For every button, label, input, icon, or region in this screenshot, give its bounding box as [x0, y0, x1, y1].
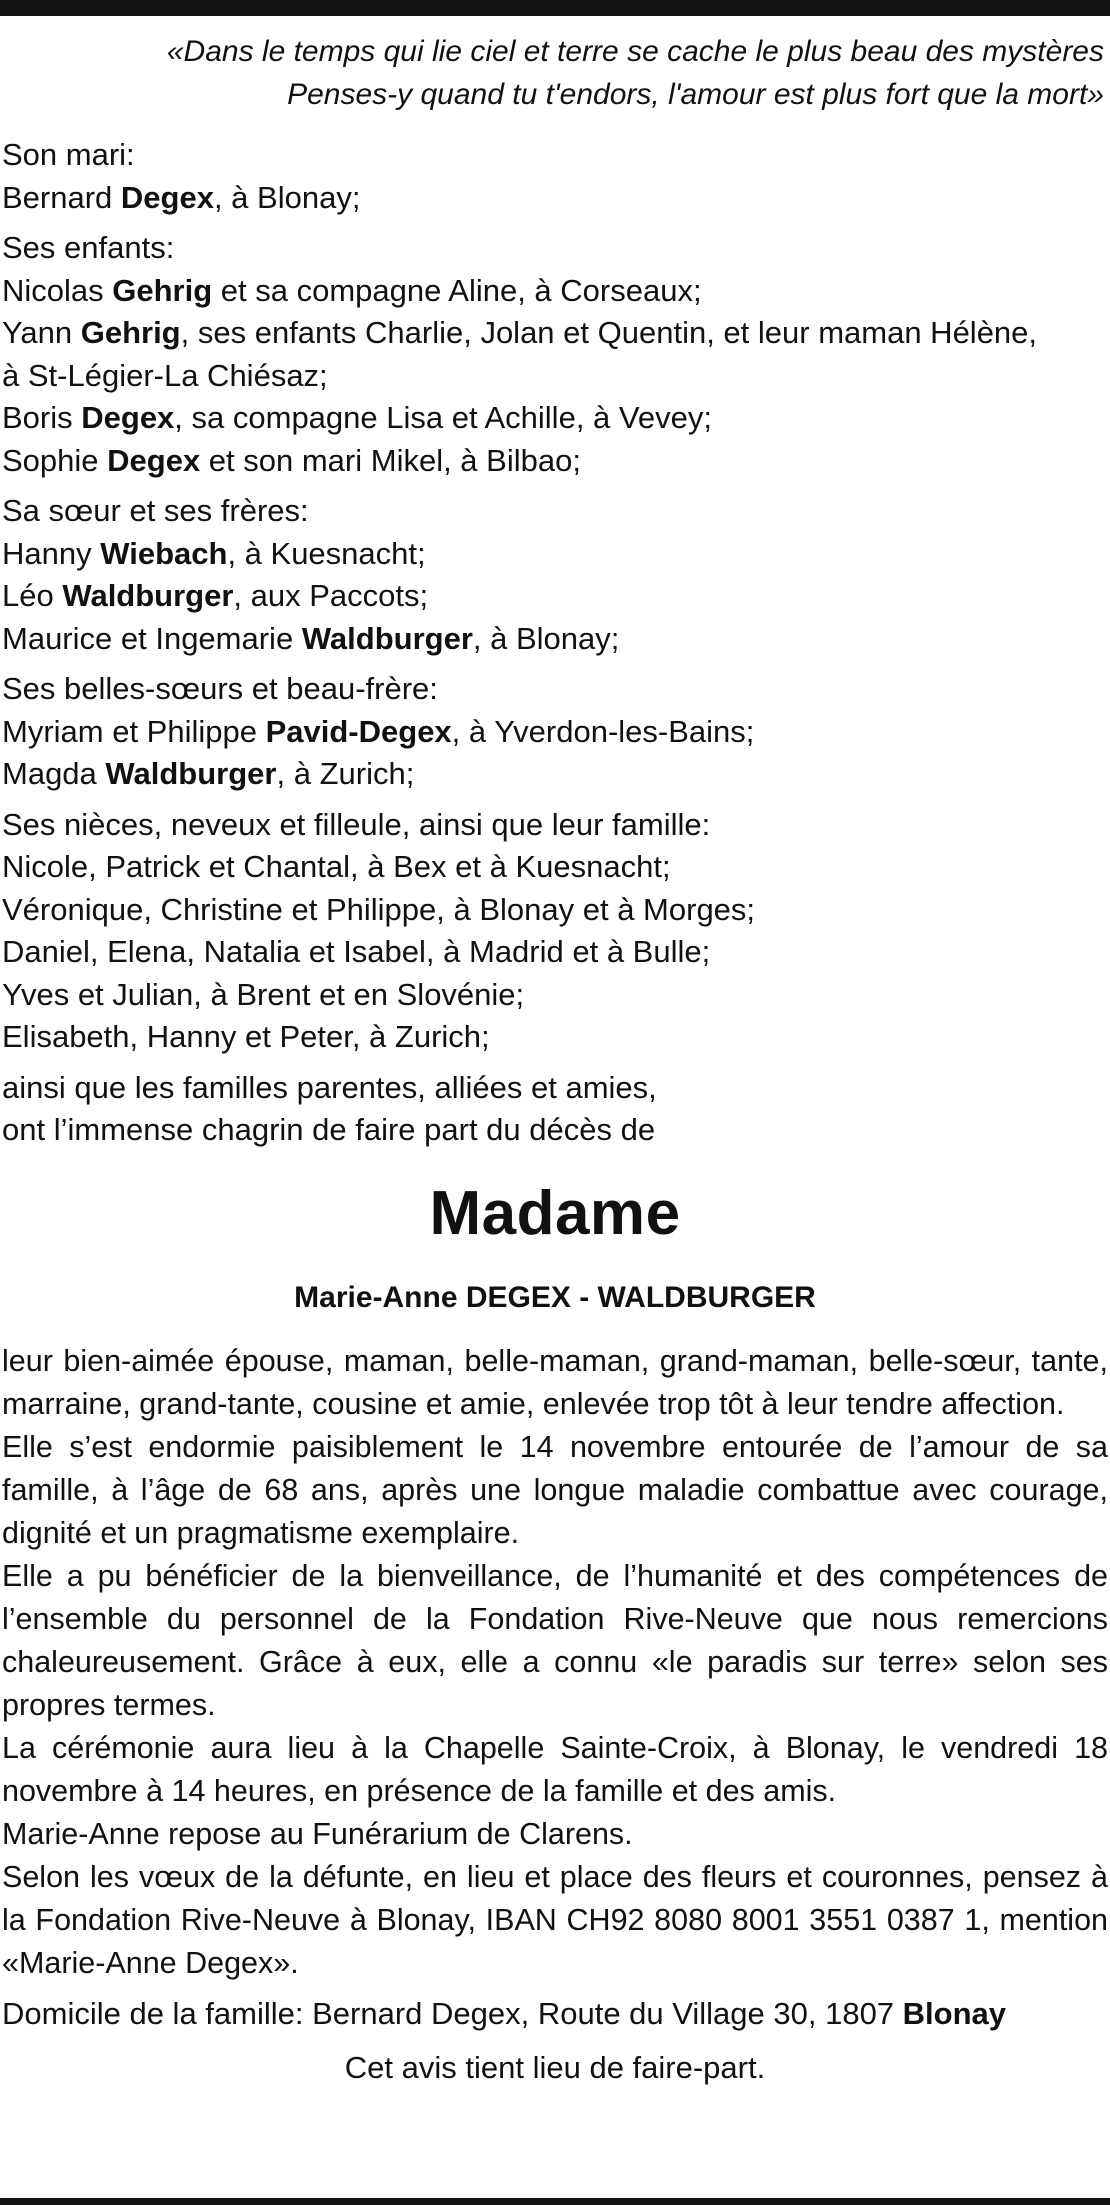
family-member-line: Véronique, Christine et Philippe, à Blonay et à Morges;	[2, 891, 756, 927]
paragraph-donation: Selon les vœux de la défunte, en lieu et place des fleurs et couronnes, pensez à la Fondation Rive-Neuve à Blonay, IBAN CH92 8080 8001 3551 0387 1, mention «Marie-Anne Degex».	[2, 1859, 1108, 1980]
family-member-line: Nicolas Gehrig et sa compagne Aline, à Corseaux;	[2, 272, 702, 308]
family-member-line: Hanny Wiebach, à Kuesnacht;	[2, 535, 426, 571]
announcement-line-1: ainsi que les familles parentes, alliées et amies,	[2, 1069, 657, 1105]
footer-note: Cet avis tient lieu de faire-part.	[344, 2050, 766, 2085]
family-domicile: Domicile de la famille: Bernard Degex, Route du Village 30, 1807 Blonay	[2, 1995, 1007, 2031]
obituary-body	[2, 1340, 1108, 1985]
family-member-line: Sophie Degex et son mari Mikel, à Bilbao;	[2, 442, 581, 478]
family-member-line: Bernard Degex, à Blonay;	[2, 179, 361, 215]
family-member-line: Boris Degex, sa compagne Lisa et Achille, à Vevey;	[2, 400, 712, 435]
quote-line-1: «Dans le temps qui lie ciel et terre se cache le plus beau des mystères	[166, 35, 1104, 68]
group-heading: Sa sœur et ses frères:	[2, 493, 309, 528]
family-member-line: Yann Gehrig, ses enfants Charlie, Jolan et Quentin, et leur maman Hélène,	[2, 315, 1038, 350]
group-heading: Ses nièces, neveux et filleule, ainsi que leur famille:	[2, 806, 711, 842]
deceased-full-name: Marie-Anne DEGEX - WALDBURGER	[294, 1280, 816, 1314]
family-member-line: à St-Légier-La Chiésaz;	[2, 357, 328, 393]
deceased-honorific: Madame	[429, 1178, 681, 1248]
family-member-line: Léo Waldburger, aux Paccots;	[2, 578, 429, 613]
family-member-line: Daniel, Elena, Natalia et Isabel, à Madrid et à Bulle;	[2, 934, 711, 969]
family-list	[0, 134, 1110, 2090]
family-group-siblings	[2, 490, 1108, 660]
family-member-line: Elisabeth, Hanny et Peter, à Zurich;	[2, 1019, 490, 1054]
group-heading: Son mari:	[2, 137, 135, 172]
announcement-line-2: ont l’immense chagrin de faire part du décès de	[2, 1112, 656, 1147]
paragraph-funerarium: Marie-Anne repose au Funérarium de Clarens.	[2, 1816, 633, 1851]
family-member-line: Myriam et Philippe Pavid-Degex, à Yverdon-les-Bains;	[2, 713, 755, 749]
epigraph-quote	[0, 30, 1110, 116]
family-member-line: Magda Waldburger, à Zurich;	[2, 756, 415, 791]
family-member-line: Nicole, Patrick et Chantal, à Bex et à Kuesnacht;	[2, 849, 671, 884]
bottom-border-rule	[0, 2198, 1110, 2205]
announcement	[2, 1067, 1108, 1152]
family-member-line: Maurice et Ingemarie Waldburger, à Blonay;	[2, 620, 620, 656]
family-group-nieces-nephews	[2, 804, 1108, 1059]
family-group-children	[2, 227, 1108, 482]
obituary-notice	[0, 30, 1110, 2090]
quote-line-2: Penses-y quand tu t'endors, l'amour est plus fort que la mort»	[287, 78, 1104, 111]
paragraph-tribute: leur bien-aimée épouse, maman, belle-maman, grand-maman, belle-sœur, tante, marraine, grand-tante, cousine et amie, enlevée trop tôt à leur tendre affection.	[2, 1343, 1108, 1421]
paragraph-passing: Elle s’est endormie paisiblement le 14 novembre entourée de l’amour de sa famille, à l’âge de 68 ans, après une longue maladie combattue avec courage, dignité et un pragmatisme exemplaire.	[2, 1429, 1108, 1550]
group-heading: Ses belles-sœurs et beau-frère:	[2, 671, 438, 706]
family-group-husband	[2, 134, 1108, 219]
family-group-in-laws	[2, 668, 1108, 796]
paragraph-thanks: Elle a pu bénéficier de la bienveillance, de l’humanité et des compétences de l’ensemble du personnel de la Fondation Rive-Neuve que nous remercions chaleureusement. Grâce à eux, elle a connu «le paradis sur terre» selon ses propres termes.	[2, 1558, 1108, 1722]
family-member-line: Yves et Julian, à Brent et en Slovénie;	[2, 976, 525, 1012]
group-heading: Ses enfants:	[2, 230, 175, 265]
paragraph-ceremony: La cérémonie aura lieu à la Chapelle Sainte-Croix, à Blonay, le vendredi 18 novembre à 14 heures, en présence de la famille et des amis.	[2, 1730, 1108, 1808]
deceased-name-block	[2, 1172, 1108, 1340]
top-border-rule	[0, 0, 1110, 16]
